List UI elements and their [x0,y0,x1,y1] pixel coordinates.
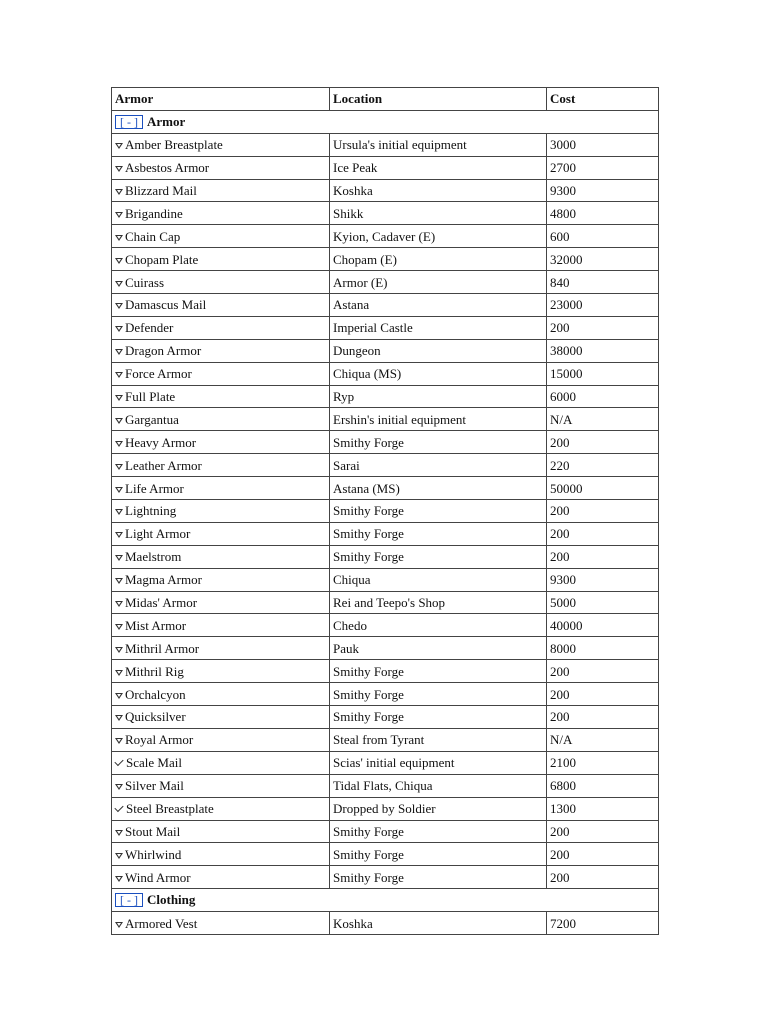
armor-name: Mithril Rig [125,663,184,679]
armor-name-cell [112,477,330,500]
triangle-down-icon[interactable] [115,326,123,332]
table-row [112,294,659,317]
header-location: Location [330,88,547,111]
triangle-down-icon[interactable] [115,212,123,218]
table-row [112,500,659,523]
armor-cost: 15000 [547,362,659,385]
armor-name: Quicksilver [125,709,186,725]
armor-name-cell [112,179,330,202]
table-row [112,385,659,408]
armor-name: Chopam Plate [125,251,199,267]
collapse-toggle-armor[interactable]: [ - ] [115,115,143,129]
armor-name-cell [112,133,330,156]
armor-name-cell [112,248,330,271]
armor-name-cell [112,660,330,683]
armor-name-cell [112,820,330,843]
armor-location: Smithy Forge [330,522,547,545]
triangle-down-icon[interactable] [115,189,123,195]
triangle-down-icon[interactable] [115,555,123,561]
collapse-toggle-clothing[interactable]: [ - ] [115,893,143,907]
armor-cost: 200 [547,316,659,339]
armor-location: Smithy Forge [330,866,547,889]
armor-location: Dropped by Soldier [330,797,547,820]
armor-name-cell [112,751,330,774]
armor-name: Leather Armor [125,457,202,473]
armor-name: Royal Armor [125,732,194,748]
armor-cost: N/A [547,408,659,431]
armor-name: Life Armor [125,480,184,496]
armor-name: Defender [125,320,174,336]
table-row [112,614,659,637]
triangle-down-icon[interactable] [115,143,123,149]
triangle-down-icon[interactable] [115,487,123,493]
triangle-down-icon[interactable] [115,715,123,721]
table-row [112,408,659,431]
table-row [112,522,659,545]
table-row [112,545,659,568]
armor-cost: 200 [547,706,659,729]
armor-location: Steal from Tyrant [330,728,547,751]
armor-name-cell [112,843,330,866]
table-row [112,820,659,843]
armor-name: Amber Breastplate [125,137,223,153]
armor-name: Orchalcyon [125,686,186,702]
armor-location: Armor (E) [330,271,547,294]
armor-name-cell [112,271,330,294]
armor-name: Cuirass [125,274,164,290]
armor-name-cell [112,156,330,179]
table-row [112,431,659,454]
table-row [112,202,659,225]
table-row [112,339,659,362]
armor-name-cell [112,294,330,317]
armor-location: Chedo [330,614,547,637]
triangle-down-icon[interactable] [115,624,123,630]
armor-cost: 7200 [547,912,659,935]
triangle-down-icon[interactable] [115,876,123,882]
armor-table [111,87,659,935]
triangle-down-icon[interactable] [115,235,123,241]
table-row [112,179,659,202]
armor-location: Chopam (E) [330,248,547,271]
armor-name-cell [112,431,330,454]
table-row [112,843,659,866]
armor-location: Smithy Forge [330,545,547,568]
armor-cost: 200 [547,820,659,843]
armor-location: Dungeon [330,339,547,362]
armor-name-cell [112,385,330,408]
triangle-down-icon[interactable] [115,464,123,470]
table-row [112,156,659,179]
armor-location: Scias' initial equipment [330,751,547,774]
armor-cost: 200 [547,660,659,683]
armor-cost: 23000 [547,294,659,317]
armor-name: Chain Cap [125,228,181,244]
armor-name-cell [112,637,330,660]
triangle-down-icon[interactable] [115,670,123,676]
armor-name-cell [112,339,330,362]
armor-name: Brigandine [125,205,183,221]
armor-name-cell [112,454,330,477]
armor-name-cell [112,912,330,935]
expanded-triangle-icon[interactable] [114,757,123,766]
triangle-down-icon[interactable] [115,784,123,790]
armor-name-cell [112,591,330,614]
armor-location: Shikk [330,202,547,225]
section-cell-armor [112,110,659,133]
armor-name: Maelstrom [125,549,182,565]
armor-name-cell [112,706,330,729]
armor-location: Astana [330,294,547,317]
armor-name: Force Armor [125,366,192,382]
armor-name-cell [112,797,330,820]
table-row [112,477,659,500]
table-row [112,591,659,614]
armor-location: Sarai [330,454,547,477]
table-row [112,454,659,477]
triangle-down-icon[interactable] [115,349,123,355]
armor-name: Gargantua [125,411,179,427]
armor-cost: 200 [547,866,659,889]
armor-name-cell [112,728,330,751]
armor-cost: 200 [547,683,659,706]
table-row [112,866,659,889]
armor-name: Mist Armor [125,617,187,633]
triangle-down-icon[interactable] [115,303,123,309]
armor-name: Scale Mail [126,755,182,771]
armor-cost: 4800 [547,202,659,225]
armor-cost: 600 [547,225,659,248]
triangle-down-icon[interactable] [115,441,123,447]
triangle-down-icon[interactable] [115,830,123,836]
triangle-down-icon[interactable] [115,922,123,928]
section-title-armor: Armor [147,113,186,129]
table-row [112,271,659,294]
header-armor: Armor [112,88,330,111]
armor-location: Smithy Forge [330,820,547,843]
armor-name: Silver Mail [125,778,184,794]
triangle-down-icon[interactable] [115,258,123,264]
armor-location: Ice Peak [330,156,547,179]
armor-name: Blizzard Mail [125,183,197,198]
armor-name: Dragon Armor [125,343,202,359]
armor-location: Ershin's initial equipment [330,408,547,431]
armor-location: Koshka [330,179,547,202]
armor-name: Steel Breastplate [126,801,214,817]
armor-name: Magma Armor [125,572,202,588]
armor-location: Ursula's initial equipment [330,133,547,156]
armor-name: Asbestos Armor [125,160,210,176]
armor-name-cell [112,522,330,545]
armor-cost: 6800 [547,774,659,797]
armor-name: Light Armor [125,526,191,542]
armor-cost: N/A [547,728,659,751]
triangle-down-icon[interactable] [115,372,123,378]
armor-name-cell [112,568,330,591]
triangle-down-icon[interactable] [115,738,123,744]
armor-cost: 840 [547,271,659,294]
armor-name: Stout Mail [125,823,181,839]
armor-cost: 5000 [547,591,659,614]
armor-cost: 9300 [547,568,659,591]
armor-location: Ryp [330,385,547,408]
armor-name: Damascus Mail [125,297,207,313]
table-row [112,225,659,248]
triangle-down-icon[interactable] [115,601,123,607]
table-row [112,248,659,271]
armor-location: Koshka [330,912,547,935]
table-row [112,728,659,751]
expanded-triangle-icon[interactable] [114,803,123,812]
armor-name-cell [112,614,330,637]
header-cost: Cost [547,88,659,111]
triangle-down-icon[interactable] [115,281,123,287]
triangle-down-icon[interactable] [115,578,123,584]
section-row-armor [112,110,659,133]
armor-cost: 6000 [547,385,659,408]
armor-name: Wind Armor [125,869,191,885]
armor-cost: 8000 [547,637,659,660]
armor-location: Smithy Forge [330,500,547,523]
armor-name: Lightning [125,503,177,519]
armor-location: Smithy Forge [330,431,547,454]
triangle-down-icon[interactable] [115,693,123,699]
triangle-down-icon[interactable] [115,853,123,859]
armor-location: Imperial Castle [330,316,547,339]
section-title-clothing: Clothing [147,892,196,908]
armor-name: Armored Vest [125,915,198,931]
armor-name: Midas' Armor [125,595,198,611]
armor-name-cell [112,774,330,797]
section-cell-clothing [112,889,659,912]
header-row [112,88,659,111]
armor-cost: 200 [547,545,659,568]
armor-cost: 2100 [547,751,659,774]
armor-location: Smithy Forge [330,660,547,683]
table-row [112,637,659,660]
armor-name-cell [112,500,330,523]
triangle-down-icon[interactable] [115,166,123,172]
armor-name-cell [112,545,330,568]
table-row [112,797,659,820]
armor-location: Chiqua [330,568,547,591]
armor-cost: 200 [547,522,659,545]
armor-cost: 1300 [547,797,659,820]
table-row [112,660,659,683]
table-row [112,751,659,774]
armor-name: Whirlwind [125,846,182,862]
armor-location: Rei and Teepo's Shop [330,591,547,614]
section-row-clothing [112,889,659,912]
armor-location: Astana (MS) [330,477,547,500]
table-row [112,568,659,591]
armor-cost: 3000 [547,133,659,156]
armor-cost: 200 [547,431,659,454]
armor-cost: 50000 [547,477,659,500]
armor-cost: 220 [547,454,659,477]
armor-name: Mithril Armor [125,640,200,656]
armor-location: Smithy Forge [330,683,547,706]
triangle-down-icon[interactable] [115,532,123,538]
armor-location: Kyion, Cadaver (E) [330,225,547,248]
table-row [112,774,659,797]
table-header [112,88,659,111]
triangle-down-icon[interactable] [115,509,123,515]
table-row [112,133,659,156]
armor-name: Full Plate [125,389,176,405]
triangle-down-icon[interactable] [115,647,123,653]
armor-cost: 200 [547,500,659,523]
triangle-down-icon[interactable] [115,395,123,401]
table-body [112,110,659,934]
armor-location: Pauk [330,637,547,660]
armor-cost: 32000 [547,248,659,271]
table-row [112,362,659,385]
armor-name-cell [112,408,330,431]
armor-location: Tidal Flats, Chiqua [330,774,547,797]
armor-location: Smithy Forge [330,843,547,866]
armor-cost: 9300 [547,179,659,202]
triangle-down-icon[interactable] [115,418,123,424]
armor-name-cell [112,683,330,706]
armor-name-cell [112,362,330,385]
table-row [112,683,659,706]
armor-name-cell [112,316,330,339]
table-row [112,316,659,339]
armor-cost: 200 [547,843,659,866]
table-row [112,912,659,935]
armor-cost: 38000 [547,339,659,362]
armor-name: Heavy Armor [125,434,197,450]
armor-location: Chiqua (MS) [330,362,547,385]
armor-cost: 40000 [547,614,659,637]
armor-location: Smithy Forge [330,706,547,729]
armor-name-cell [112,866,330,889]
armor-name-cell [112,202,330,225]
table-row [112,706,659,729]
armor-cost: 2700 [547,156,659,179]
armor-name-cell [112,225,330,248]
